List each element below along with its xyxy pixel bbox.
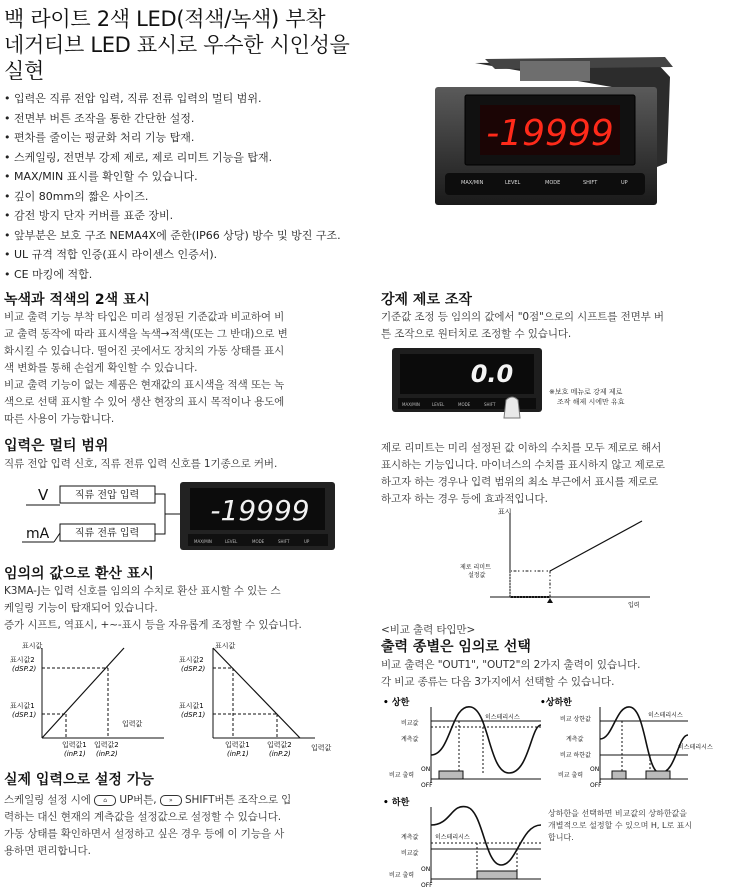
feature-list — [4, 89, 404, 284]
meas-label: 계측값 — [401, 736, 419, 743]
device-photo — [425, 55, 680, 210]
x2-label: 입력값2 — [94, 741, 119, 749]
y1-code: (dSP.1) — [181, 711, 206, 719]
multi-range-diagram — [20, 478, 360, 553]
title-line-2: 네거티브 LED 표시로 우수한 시인성을 — [4, 33, 350, 57]
text-actual — [4, 792, 369, 860]
hyst-label: 히스테리시스 — [648, 712, 683, 719]
text-line: K3MA-J는 입력 신호를 임의의 수치로 환산 표시할 수 있는 스 — [4, 585, 281, 597]
btn-label: LEVEL — [225, 539, 238, 544]
off-label: OFF — [421, 882, 433, 889]
feature-item: • 입력은 직류 전압 입력, 직류 전류 입력의 멀티 범위. — [4, 92, 262, 105]
text-line: 하고자 하는 경우나 입력 범위의 최소 부근에서 표시를 제로로 — [381, 476, 658, 488]
upper-title: • 상한 — [383, 698, 410, 708]
text-2color — [4, 309, 364, 428]
zero-limit-graph — [450, 505, 670, 615]
text-zero — [381, 309, 726, 343]
off-label: OFF — [590, 782, 602, 789]
text-multi: 직류 전압 입력 신호, 직류 전류 입력 신호를 1기종으로 커버. — [4, 458, 278, 470]
device-display: -19999 — [486, 113, 614, 154]
y1-label: 표시값1 — [179, 702, 204, 710]
out-label: 비교 출력 — [558, 772, 584, 779]
lower-title: • 하한 — [383, 798, 410, 808]
voltage-label: V — [38, 486, 49, 504]
scaling-graph-decreasing — [175, 638, 345, 760]
text-line: 케일링 기능이 탑재되어 있습니다. — [4, 602, 158, 614]
text-line: 튼 조작으로 원터치로 조정할 수 있습니다. — [381, 328, 572, 340]
text-line: 비교 출력 기능이 없는 제품은 현재값의 표시색을 적색 또는 녹 — [4, 379, 285, 391]
text-line: 용하면 편리합니다. — [4, 845, 91, 857]
device-btn-label: MODE — [545, 180, 561, 186]
limit-label-2: 설정값 — [468, 572, 486, 579]
text-segment: 스케일링 설정 시에 — [4, 794, 91, 806]
text-line: 표시하는 기능입니다. 마이너스의 수치를 표시하지 않고 제로로 — [381, 459, 665, 471]
meas-label: 계측값 — [566, 736, 584, 743]
text-line: 증가 시프트, 역표시, +~-표시 등을 자유롭게 조정할 수 있습니다. — [4, 619, 302, 631]
upper-lower-limit-diagram — [538, 695, 728, 790]
ref-label: 비교값 — [401, 850, 419, 857]
btn-label: LEVEL — [432, 402, 445, 407]
device-btn-label: MAX/MIN — [461, 180, 484, 186]
y2-label: 표시값2 — [179, 656, 204, 664]
heading-output: 출력 종별은 임의로 선택 — [381, 639, 531, 655]
upper-ref-label: 비교 상한값 — [560, 716, 591, 723]
up-button-icon: ⌂ — [94, 795, 116, 806]
x1-code: (inP.1) — [227, 750, 249, 758]
text-segment: UP버튼, — [119, 794, 157, 806]
zero-display: 0.0 — [470, 360, 514, 388]
zero-note-1: ※보호 메뉴로 강제 제로 — [549, 388, 623, 396]
text-line: 교 출력 동작에 따라 표시색을 녹색→적색(또는 그 반대)으로 변 — [4, 328, 288, 340]
finger-icon — [504, 397, 520, 418]
limit-label-1: 제로 리미트 — [460, 564, 491, 571]
heading-2color: 녹색과 적색의 2색 표시 — [4, 292, 151, 308]
heading-actual: 실제 입력으로 설정 가능 — [4, 772, 154, 788]
text-line: 색 변화를 통해 손쉽게 확인할 수 있습니다. — [4, 362, 198, 374]
y2-code: (dSP.2) — [181, 665, 206, 673]
text-line: 색으로 선택 표시할 수 있어 생산 현장의 표시 목적이나 용도에 — [4, 396, 285, 408]
btn-label: SHIFT — [484, 402, 496, 407]
meas-label: 계측값 — [401, 834, 419, 841]
device-btn-label: SHIFT — [583, 180, 598, 186]
heading-multi: 입력은 멀티 범위 — [4, 438, 109, 454]
feature-item: • 감전 방지 단자 커버를 표준 장비. — [4, 209, 174, 222]
text-zero-limit — [381, 440, 726, 508]
text-line: 각 비교 종류는 다음 3가지에서 선택할 수 있습니다. — [381, 676, 615, 688]
lower-ref-label: 비교 하한값 — [560, 752, 591, 759]
feature-item: • 전면부 버튼 조작을 통한 간단한 설정. — [4, 111, 195, 125]
feature-item: • MAX/MIN 표시를 확인할 수 있습니다. — [4, 170, 198, 183]
feature-item: • UL 규격 적합 인증(표시 라이센스 인증서). — [4, 248, 218, 261]
feature-item: • CE 마킹에 적합. — [4, 267, 93, 281]
text-line: 개별적으로 설정할 수 있으며 H, L로 표시 — [548, 821, 693, 830]
device-btn-label: LEVEL — [505, 180, 521, 186]
y2-code: (dSP.2) — [12, 665, 37, 673]
title-line-1: 백 라이트 2색 LED(적색/녹색) 부착 — [4, 7, 326, 31]
y-axis-label: 표시값 — [22, 642, 43, 650]
y2-label: 표시값2 — [10, 656, 35, 664]
feature-item: • 스케일링, 전면부 강제 제로, 제로 리미트 기능을 탑재. — [4, 150, 273, 164]
current-label: mA — [26, 526, 50, 542]
heading-scaling: 임의의 값으로 환산 표시 — [4, 566, 154, 582]
page-title — [4, 6, 350, 84]
text-output — [381, 657, 726, 691]
out-label: 비교 출력 — [389, 772, 415, 779]
on-label: ON — [421, 766, 431, 773]
btn-label: SHIFT — [278, 539, 290, 544]
title-line-3: 실현 — [4, 59, 44, 83]
text-segment: SHIFT버튼 조작으로 입 — [184, 794, 292, 806]
x-axis-label: 입력값 — [311, 744, 332, 752]
feature-item: • 깊이 80mm의 짧은 사이즈. — [4, 189, 149, 203]
x-axis-label: 입력값 — [122, 720, 143, 728]
updown-note — [548, 808, 728, 844]
x1-code: (inP.1) — [64, 750, 86, 758]
btn-label: MAX/MIN — [402, 402, 420, 407]
box-current-input: 직류 전류 입력 — [74, 528, 140, 539]
box-voltage-input: 직류 전압 입력 — [74, 490, 140, 501]
multi-display: -19999 — [210, 494, 310, 527]
text-scaling — [4, 583, 364, 634]
y-axis-label: 표시값 — [215, 642, 236, 650]
x1-label: 입력값1 — [225, 741, 250, 749]
text-line — [4, 792, 369, 809]
x2-code: (inP.2) — [96, 750, 118, 758]
lower-limit-diagram — [381, 795, 551, 890]
off-label: OFF — [421, 782, 433, 789]
feature-item: • 편차를 줄이는 평균화 처리 기능 탑재. — [4, 131, 195, 144]
zero-display-diagram — [392, 348, 692, 420]
y-axis-label: 표시 — [498, 508, 512, 516]
text-line: 가동 상태를 확인하면서 설정하고 싶은 경우 등에 이 기능을 사 — [4, 828, 285, 840]
zero-note-2: 조작 해제 시에만 유효 — [557, 398, 625, 406]
text-line: 기준값 조정 등 임의의 값에서 "0점"으로의 시프트를 전면부 버 — [381, 311, 664, 323]
on-label: ON — [421, 866, 431, 873]
heading-zero: 강제 제로 조작 — [381, 292, 472, 308]
text-line: 따른 사용이 가능합니다. — [4, 413, 115, 425]
btn-label: MODE — [252, 539, 265, 544]
ref-label: 비교값 — [401, 720, 419, 727]
feature-item: • 앞부분은 보호 구조 NEMA4X에 준한(IP66 상당) 방수 및 방진 구조. — [4, 228, 341, 242]
hyst-label: 히스테리시스 — [678, 744, 713, 751]
comparison-type-note: <비교 출력 타입만> — [381, 624, 476, 636]
scaling-graph-increasing — [4, 638, 169, 760]
text-line: 합니다. — [548, 833, 574, 842]
y1-label: 표시값1 — [10, 702, 35, 710]
text-line: 제로 리미트는 미리 설정된 값 이하의 수치를 모두 제로로 해서 — [381, 442, 662, 454]
x2-code: (inP.2) — [269, 750, 291, 758]
text-line: 비교 출력은 "OUT1", "OUT2"의 2가지 출력이 있습니다. — [381, 659, 641, 671]
x-axis-label: 입력 — [628, 602, 640, 609]
hyst-label: 히스테리시스 — [435, 834, 470, 841]
text-line: 비교 출력 기능 부착 타입은 미리 설정된 기준값과 비교하여 비 — [4, 311, 285, 323]
on-label: ON — [590, 766, 600, 773]
x2-label: 입력값2 — [267, 741, 292, 749]
upper-limit-diagram — [381, 695, 551, 790]
out-label: 비교 출력 — [389, 872, 415, 879]
hyst-label: 히스테리시스 — [485, 714, 520, 721]
text-line: 상하한을 선택하면 비교값의 상하한값을 — [548, 809, 688, 818]
x1-label: 입력값1 — [62, 741, 87, 749]
shift-button-icon: » — [160, 795, 182, 806]
btn-label: MAX/MIN — [194, 539, 212, 544]
btn-label: UP — [304, 539, 310, 544]
updown-title: •상하한 — [540, 698, 572, 708]
text-line: 력하는 대신 현재의 계측값을 설정값으로 설정할 수 있습니다. — [4, 811, 281, 823]
btn-label: MODE — [458, 402, 471, 407]
text-line: 하고자 하는 경우 등에 효과적입니다. — [381, 493, 548, 505]
text-line: 화시킬 수 있습니다. 떨어진 곳에서도 장치의 가동 상태를 표시 — [4, 345, 285, 357]
device-btn-label: UP — [621, 180, 628, 186]
y1-code: (dSP.1) — [12, 711, 37, 719]
